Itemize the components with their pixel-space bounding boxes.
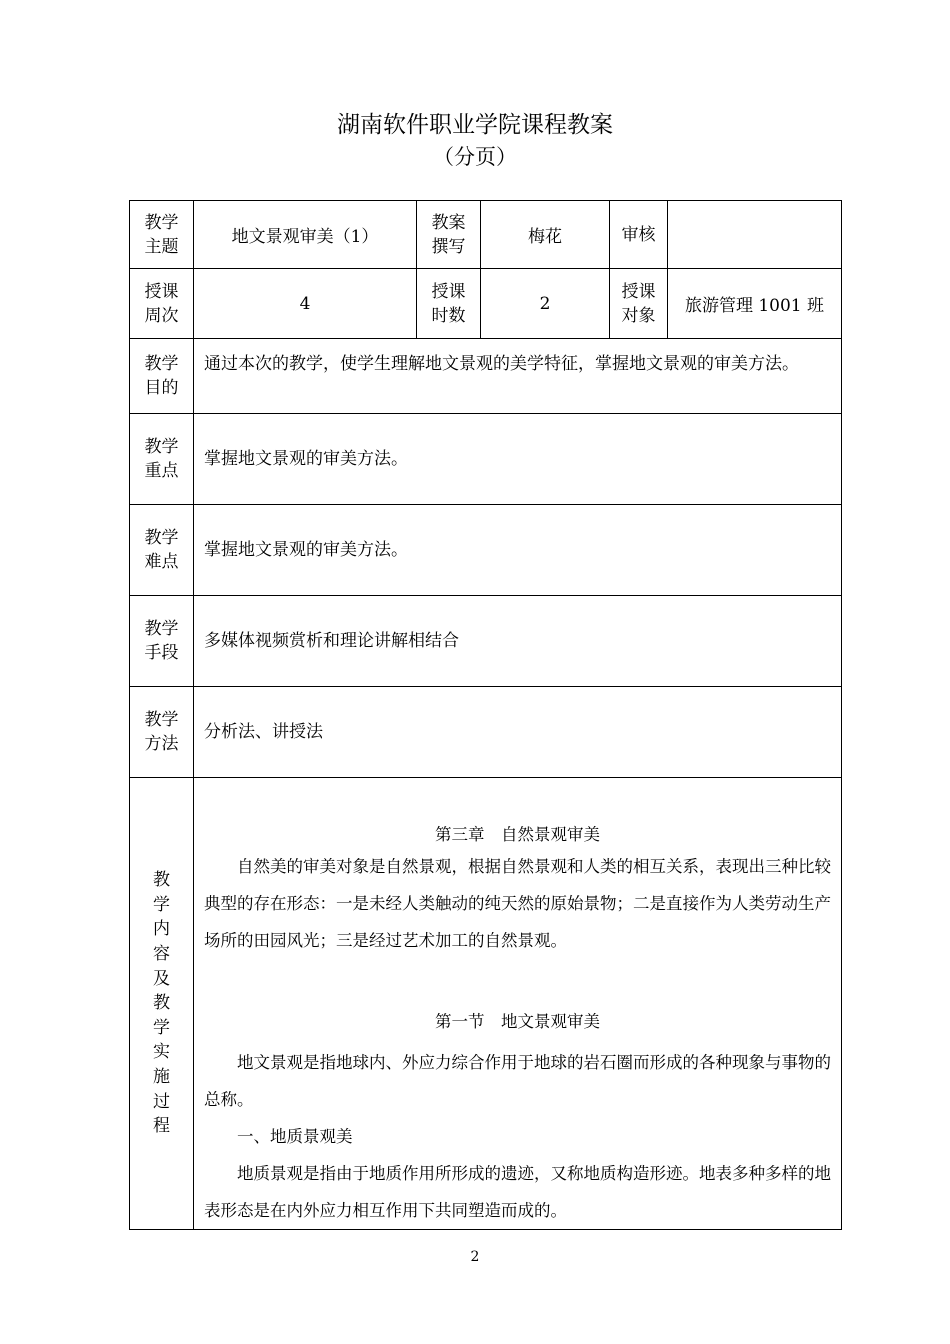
method-label: 教学 方法 [130,687,194,778]
method-value: 分析法、讲授法 [194,687,842,778]
hours-label: 授课 时数 [417,269,481,339]
content-label: 教 学 内 容 及 教 学 实 施 过 程 [130,778,194,1230]
key-value: 掌握地文景观的审美方法。 [194,414,842,505]
review-label: 审核 [610,201,668,269]
author-label: 教案 撰写 [417,201,481,269]
week-value: 4 [194,269,417,339]
table-row-schedule [130,269,842,339]
topic-value: 地文景观审美（1） [194,201,417,269]
section-title: 第一节 地文景观审美 [435,1012,600,1031]
hours-value: 2 [481,269,610,339]
author-value: 梅花 [481,201,610,269]
table-row-topic [130,201,842,269]
difficulty-value: 掌握地文景观的审美方法。 [194,505,842,596]
subsection-title: 一、地质景观美 [237,1127,353,1146]
topic-label: 教学 主题 [130,201,194,269]
key-label: 教学 重点 [130,414,194,505]
means-label: 教学 手段 [130,596,194,687]
difficulty-label: 教学 难点 [130,505,194,596]
page-number: 2 [470,1249,480,1265]
chapter-title: 第三章 自然景观审美 [435,825,600,844]
week-label: 授课 周次 [130,269,194,339]
content-paragraph-1: 自然美的审美对象是自然景观，根据自然景观和人类的相互关系，表现出三种比较典型的存在形态：一是未经人类触动的纯天然的原始景物；二是直接作为人类劳动生产场所的田园风光；三是经过艺术加工的自然景观。 [204,857,831,950]
document-subtitle: （分页） [433,145,517,169]
means-value: 多媒体视频赏析和理论讲解相结合 [194,596,842,687]
target-value: 旅游管理 1001 班 [668,269,842,339]
table-row-key-point [130,414,842,505]
content-body [194,778,842,1230]
content-paragraph-2: 地文景观是指地球内、外应力综合作用于地球的岩石圈而形成的各种现象与事物的总称。 [204,1053,831,1109]
table-row-difficulty [130,505,842,596]
table-row-goal [130,339,842,414]
review-value [668,201,842,269]
content-paragraph-3: 地质景观是指由于地质作用所形成的遗迹，又称地质构造形迹。地表多种多样的地表形态是在内外应力相互作用下共同塑造而成的。 [204,1164,831,1220]
target-label: 授课 对象 [610,269,668,339]
table-row-content [130,778,842,1230]
table-row-means [130,596,842,687]
table-row-method [130,687,842,778]
goal-label: 教学 目的 [130,339,194,414]
lesson-plan-table [129,200,842,1230]
document-title: 湖南软件职业学院课程教案 [337,112,613,138]
goal-value: 通过本次的教学，使学生理解地文景观的美学特征，掌握地文景观的审美方法。 [194,339,842,414]
